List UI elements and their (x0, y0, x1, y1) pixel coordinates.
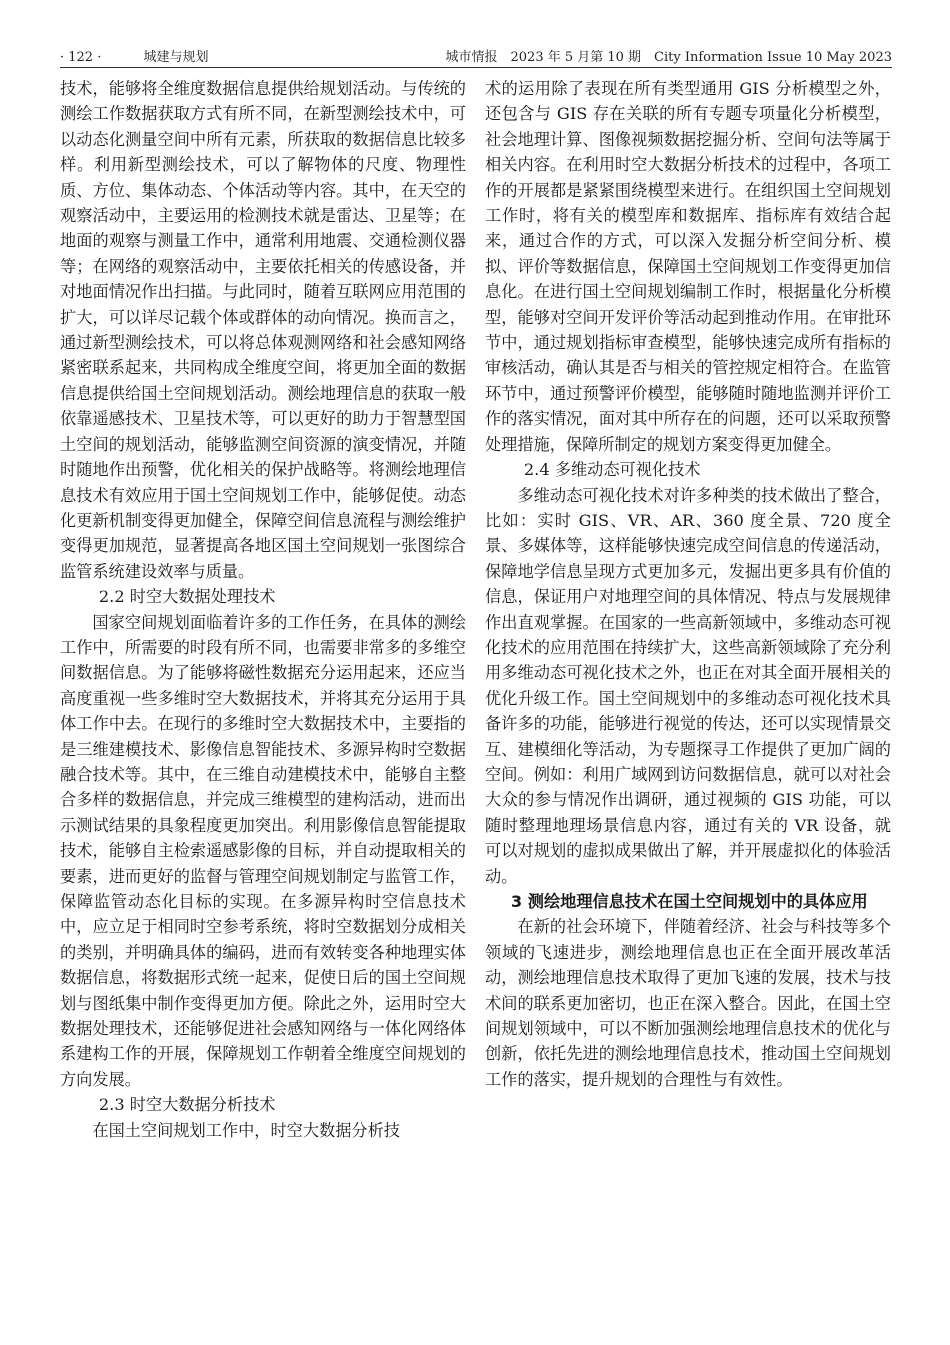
section-title: 城建与规划 (143, 50, 209, 65)
section-heading-2-3: 2.3 时空大数据分析技术 (98, 1095, 276, 1115)
page-number: · 122 · (60, 50, 102, 65)
section-heading-3: 3 测绘地理信息技术在国土空间规划中的具体应用 (510, 892, 868, 911)
header-rule (60, 67, 892, 68)
paragraph: 在新的社会环境下，伴随着经济、社会与科技等多个领域的飞速进步，测绘地理信息也正在全面开展改革活动，测绘地理信息技术取得了更加飞速的发展，技术与技术间的联系更加密切，也正在深入整合。因此，在国土空间规划领域中，可以不断加强测绘地理信息技术的优化与创新，依托先进的测绘地理信息技术，推动国土空间规划工作的落实，提升规划的合理性与有效性。 (485, 917, 891, 1089)
paragraph: 多维动态可视化技术对许多种类的技术做出了整合，比如：实时 GIS、VR、AR、360 度全景、720 度全景、多媒体等，这样能够快速完成空间信息的传递活动，保障地学信息呈现方式更加多元，发掘出更多具有价值的信息，保证用户对地理空间的具体情况、特点与发展规律作出直观掌握。在国家的一些高新领域中，多维动态可视化技术的应用范围在持续扩大，这些高新领域除了充分利用多维动态可视化技术之外，也正在对其全面开展相关的优化升级工作。国土空间规划中的多维动态可视化技术具备许多的功能，能够进行视觉的传达，还可以实现情景交互、建模细化等活动，为专题探寻工作提供了更加广阔的空间。例如：利用广域网到访问数据信息，就可以对社会大众的参与情况作出调研，通过视频的 GIS 功能，可以随时整理地理场景信息内容，通过有关的 VR 设备，就可以对规划的虚拟成果做出了解，并开展虚拟化的体验活动。 (485, 485, 891, 886)
paragraph: 国家空间规划面临着许多的工作任务，在具体的测绘工作中，所需要的时段有所不同，也需要非常多的多维空间数据信息。为了能够将磁性数据充分运用起来，还应当高度重视一些多维时空大数据技术，并将其充分运用于具体工作中去。在现行的多维时空大数据技术中，主要指的是三维建模技术、影像信息智能技术、多源异构时空数据融合技术等。其中，在三维自动建模技术中，能够自主整合多样的数据信息，并完成三维模型的建构活动，进而出示测试结果的具象程度更加突出。利用影像信息智能提取技术，能够自主检索遥感影像的目标，并自动提取相关的要素，进而更好的监督与管理空间规划制定与监管工作，保障监管动态化目标的实现。在多源异构时空信息技术中，应立足于相同时空参考系统，将时空数据划分成相关的类别，并明确具体的编码，进而有效转变各种地理实体数据信息，将数据形式统一起来，促使日后的国土空间规划与图纸集中制作变得更加方便。除此之外，运用时空大数据处理技术，还能够促进社会感知网络与一体化网络体系建构工作的开展，保障规划工作朝着全维度空间规划的方向发展。 (60, 612, 466, 1089)
paragraph: 在国土空间规划工作中，时空大数据分析技 (92, 1120, 400, 1140)
paragraph: 术的运用除了表现在所有类型通用 GIS 分析模型之外，还包含与 GIS 存在关联的所有专题专项量化分析模型，社会地理计算、图像视频数据挖掘分析、空间句法等属于相关内容。在利用时空大数据分析技术的过程中，各项工作的开展都是紧紧围绕模型来进行。在组织国土空间规划工作时，将有关的模型库和数据库、指标库有效结合起来，通过合作的方式，可以深入发掘分析空间分析、模拟、评价等数据信息，保障国土空间规划工作变得更加信息化。在进行国土空间规划编制工作时，根据量化分析模型，能够对空间开发评价等活动起到推动作用。在审批环节中，通过规划指标审查模型，能够快速完成所有指标的审核活动，确认其是否与相关的管控规定相符合。在监管环节中，通过预警评价模型，能够随时随地监测并评价工作的落实情况，面对其中所存在的问题，还可以采取预警处理措施，保障所制定的规划方案变得更加健全。 (485, 79, 891, 454)
header-left (60, 46, 209, 65)
paragraph: 技术，能够将全维度数据信息提供给规划活动。与传统的测绘工作数据获取方式有所不同，在新型测绘技术中，可以动态化测量空间中所有元素，所获取的数据信息比较多样。利用新型测绘技术，可以了解物体的尺度、物理性质、方位、集体动态、个体活动等内容。其中，在天空的观察活动中，主要运用的检测技术就是雷达、卫星等；在地面的观察与测量工作中，通常利用地震、交通检测仪器等；在网络的观察活动中，主要依托相关的传感设备，并对地面情况作出扫描。与此同时，随着互联网应用范围的扩大，可以详尽记载个体或群体的动向情况。换而言之，通过新型测绘技术，可以将总体观测网络和社会感知网络紧密联系起来，共同构成全维度空间，将更加全面的数据信息提供给国土空间规划活动。测绘地理信息的获取一般依靠遥感技术、卫星技术等，可以更好的助力于智慧型国土空间的规划活动，能够监测空间资源的演变情况，并随时随地作出预警，优化相关的保护战略等。将测绘地理信息技术有效应用于国土空间规划工作中，能够促使。动态化更新机制变得更加健全，保障空间信息流程与测绘维护变得更加规范，显著提高各地区国土空间规划一张图综合监管系统建设效率与质量。 (60, 79, 466, 581)
section-heading-2-2: 2.2 时空大数据处理技术 (98, 587, 276, 607)
section-heading-2-4: 2.4 多维动态可视化技术 (523, 460, 701, 480)
journal-info: 城市情报 2023 年 5 月第 10 期 City Information Issue 10 May 2023 (445, 50, 892, 65)
left-column (60, 76, 466, 1143)
right-column (485, 76, 891, 1092)
page-header (60, 42, 892, 68)
